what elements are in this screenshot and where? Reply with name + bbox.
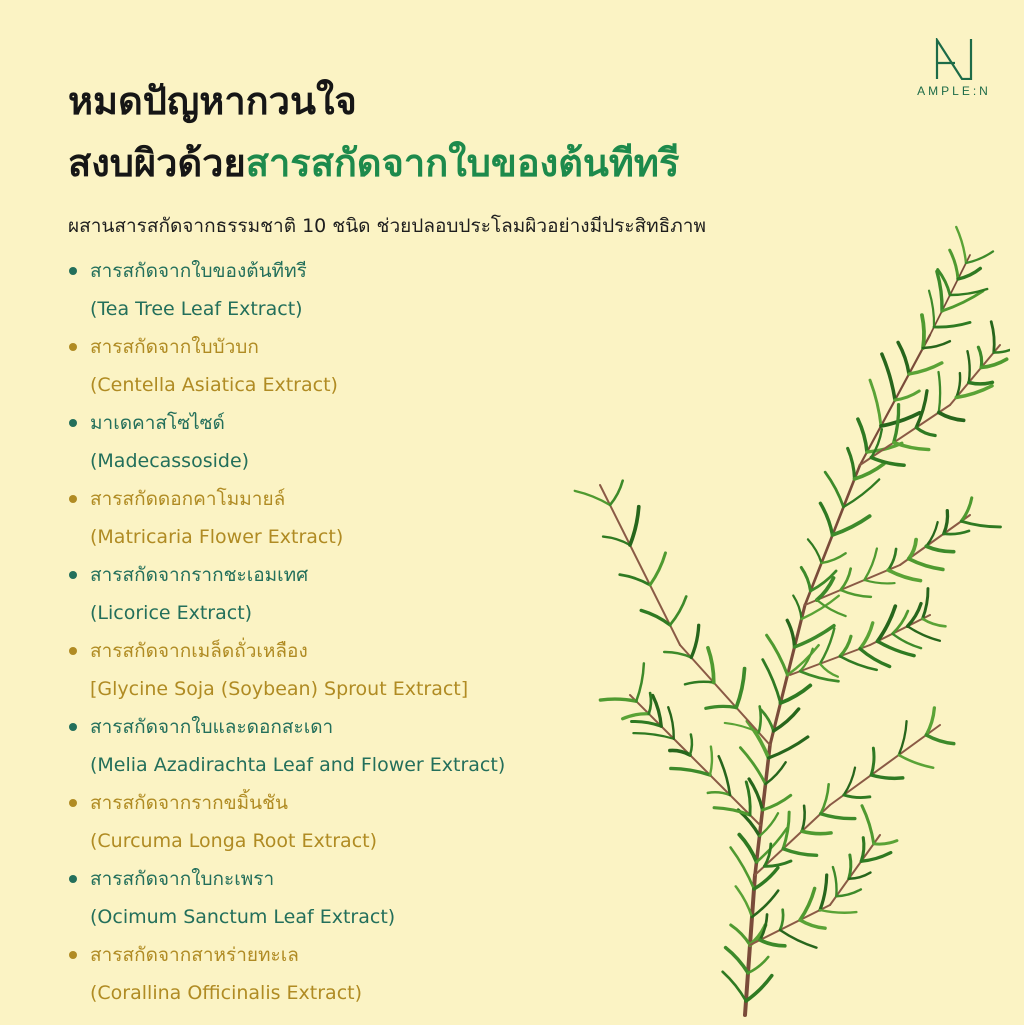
headline-line-2 xyxy=(68,132,679,194)
stem xyxy=(680,645,770,745)
leaf xyxy=(966,251,993,263)
ingredient-thai-name xyxy=(68,404,505,442)
ingredient-thai-name xyxy=(68,708,505,746)
ingredient-thai-label: สารสกัดจากใบกะเพรา xyxy=(90,868,275,890)
ingredient-thai-label: สารสกัดจากรากขมิ้นชัน xyxy=(90,792,288,814)
headline-line-2-plain: สงบผิวด้วย xyxy=(68,141,246,185)
bullet-icon xyxy=(69,723,77,731)
leaf xyxy=(746,782,750,815)
leaf xyxy=(861,838,864,862)
leaf xyxy=(610,481,623,505)
leaf xyxy=(763,795,791,810)
leaf xyxy=(888,570,920,581)
leaf xyxy=(800,671,838,681)
leaf xyxy=(871,775,902,778)
ingredient-english-name: [Glycine Soja (Soybean) Sprout Extract] xyxy=(90,678,469,700)
leaf xyxy=(864,580,894,583)
leaf xyxy=(787,620,794,647)
ingredient-thai-name xyxy=(68,936,505,974)
ingredient-thai-label: มาเดคาสโซไซด์ xyxy=(90,412,225,434)
leaf xyxy=(978,347,981,367)
ingredient-thai-name xyxy=(68,632,505,670)
leaf xyxy=(600,699,636,701)
ingredient-thai-name xyxy=(68,252,505,290)
leaf xyxy=(760,940,785,946)
leaf xyxy=(801,567,810,591)
leaf xyxy=(833,867,837,896)
leaf xyxy=(898,342,909,374)
leaf xyxy=(969,382,993,384)
leaf xyxy=(820,910,856,913)
leaf xyxy=(708,792,730,795)
ingredient-english-name: (Centella Asiatica Extract) xyxy=(90,374,338,396)
leaf xyxy=(821,814,855,819)
leaf xyxy=(746,976,772,1001)
leaf xyxy=(630,507,639,545)
leaf xyxy=(870,380,881,426)
bullet-icon xyxy=(69,267,77,275)
ingredient-thai-label: สารสกัดจากใบและดอกสะเดา xyxy=(90,716,334,738)
leaf xyxy=(820,875,827,910)
ingredient-thai-name xyxy=(68,556,505,594)
leaf xyxy=(710,747,712,775)
leaf xyxy=(726,948,748,973)
leaf xyxy=(909,540,916,559)
leaf xyxy=(939,413,964,421)
leaf xyxy=(926,735,954,744)
leaf xyxy=(893,634,922,648)
leaf xyxy=(736,669,744,708)
ingredient-english-name: (Corallina Officinalis Extract) xyxy=(90,982,363,1004)
leaf xyxy=(650,553,665,585)
leaf xyxy=(752,891,778,917)
leaf xyxy=(894,443,929,450)
leaf xyxy=(961,521,1000,527)
ingredient-thai-label: สารสกัดดอกคาโมมายล์ xyxy=(90,488,286,510)
ingredient-list xyxy=(68,252,505,1012)
bullet-icon xyxy=(69,799,77,807)
leaf xyxy=(923,589,928,619)
leaf xyxy=(849,855,851,879)
leaf xyxy=(767,635,788,675)
leaf xyxy=(731,848,754,889)
leaf xyxy=(754,868,778,889)
leaf xyxy=(882,354,895,400)
leaf xyxy=(723,972,746,1001)
ingredient-english-name: (Curcuma Longa Root Extract) xyxy=(90,830,378,852)
leaf xyxy=(623,714,649,719)
leaf xyxy=(731,925,750,945)
ample-n-logo-icon xyxy=(934,38,974,80)
headline-line-1: หมดปัญหากวนใจ xyxy=(68,79,357,123)
leaf xyxy=(783,849,816,856)
leaf xyxy=(763,660,781,703)
leaf xyxy=(825,472,843,507)
leaf xyxy=(748,957,768,973)
leaf xyxy=(759,706,761,732)
ingredient-english-name: (Matricaria Flower Extract) xyxy=(90,526,344,548)
ingredient-english-name: (Licorice Extract) xyxy=(90,602,253,624)
leaf xyxy=(922,315,924,348)
leaf xyxy=(841,590,871,597)
leaf xyxy=(909,559,943,570)
leaf xyxy=(793,596,801,619)
bullet-icon xyxy=(69,647,77,655)
leaf xyxy=(939,372,941,412)
ingredient-thai-name xyxy=(68,328,505,366)
leaf xyxy=(844,795,870,798)
leaf xyxy=(871,748,874,775)
brand-name: AMPLE:N xyxy=(917,84,991,98)
leaf xyxy=(820,503,832,535)
ingredient-english-name: (Ocimum Sanctum Leaf Extract) xyxy=(90,906,396,928)
leaf xyxy=(848,448,855,479)
ingredient-thai-label: สารสกัดจากรากชะเอมเทศ xyxy=(90,564,309,586)
leaf xyxy=(916,428,935,436)
leaf xyxy=(929,291,934,327)
leaf xyxy=(636,663,644,701)
leaf xyxy=(937,272,942,311)
ingredient-english-name: (Melia Azadirachta Leaf and Flower Extract) xyxy=(90,754,506,776)
leaf xyxy=(800,920,825,928)
ingredient-thai-label: สารสกัดจากเมล็ดถั่วเหลือง xyxy=(90,640,308,662)
leaf xyxy=(691,625,698,657)
leaf xyxy=(899,755,933,768)
leaf xyxy=(685,682,714,685)
leaf xyxy=(991,322,994,353)
leaf xyxy=(934,322,970,327)
headline-line-2-accent: สารสกัดจากใบของต้นทีทรี xyxy=(245,141,680,185)
leaf xyxy=(670,596,686,625)
leaf xyxy=(740,748,765,784)
headline xyxy=(68,70,679,194)
bullet-icon xyxy=(69,875,77,883)
leaf xyxy=(950,250,958,279)
ingredient-thai-label: สารสกัดจากใบบัวบก xyxy=(90,336,259,358)
leaf xyxy=(923,619,946,627)
leaf xyxy=(690,734,692,755)
leaf xyxy=(780,910,783,930)
ingredient-thai-name xyxy=(68,480,505,518)
leaf xyxy=(802,831,831,833)
bullet-icon xyxy=(69,571,77,579)
leaf xyxy=(858,419,867,452)
leaf xyxy=(908,626,940,641)
leaf xyxy=(967,351,969,382)
tea-tree-branch-image xyxy=(570,225,1010,1025)
bullet-icon xyxy=(69,495,77,503)
ingredient-english-name: (Madecassoside) xyxy=(90,450,250,472)
leaf xyxy=(926,546,953,551)
intro-text: ผสานสารสกัดจากธรรมชาติ 10 ชนิด ช่วยปลอบประโลมผิวอย่างมีประสิทธิภาพ xyxy=(68,215,706,237)
ingredient-english-name: (Tea Tree Leaf Extract) xyxy=(90,298,303,320)
leaf xyxy=(860,649,890,667)
leaf xyxy=(956,227,966,263)
bullet-icon xyxy=(69,951,77,959)
leaf xyxy=(739,835,756,862)
ingredient-thai-label: สารสกัดจากใบของต้นทีทรี xyxy=(90,260,307,282)
leaf xyxy=(802,806,805,831)
bullet-icon xyxy=(69,343,77,351)
leaf xyxy=(761,710,773,731)
bullet-icon xyxy=(69,419,77,427)
leaf xyxy=(769,737,808,758)
brand-logo xyxy=(914,38,994,98)
ingredient-thai-name xyxy=(68,784,505,822)
leaf xyxy=(820,664,838,677)
ingredient-thai-name xyxy=(68,860,505,898)
leaf xyxy=(736,886,752,917)
leaf xyxy=(649,693,651,714)
leaf xyxy=(808,539,822,563)
leaf xyxy=(706,706,736,708)
leaf xyxy=(871,458,904,466)
ingredient-thai-label: สารสกัดจากสาหร่ายทะเล xyxy=(90,944,299,966)
leaf xyxy=(874,841,897,844)
